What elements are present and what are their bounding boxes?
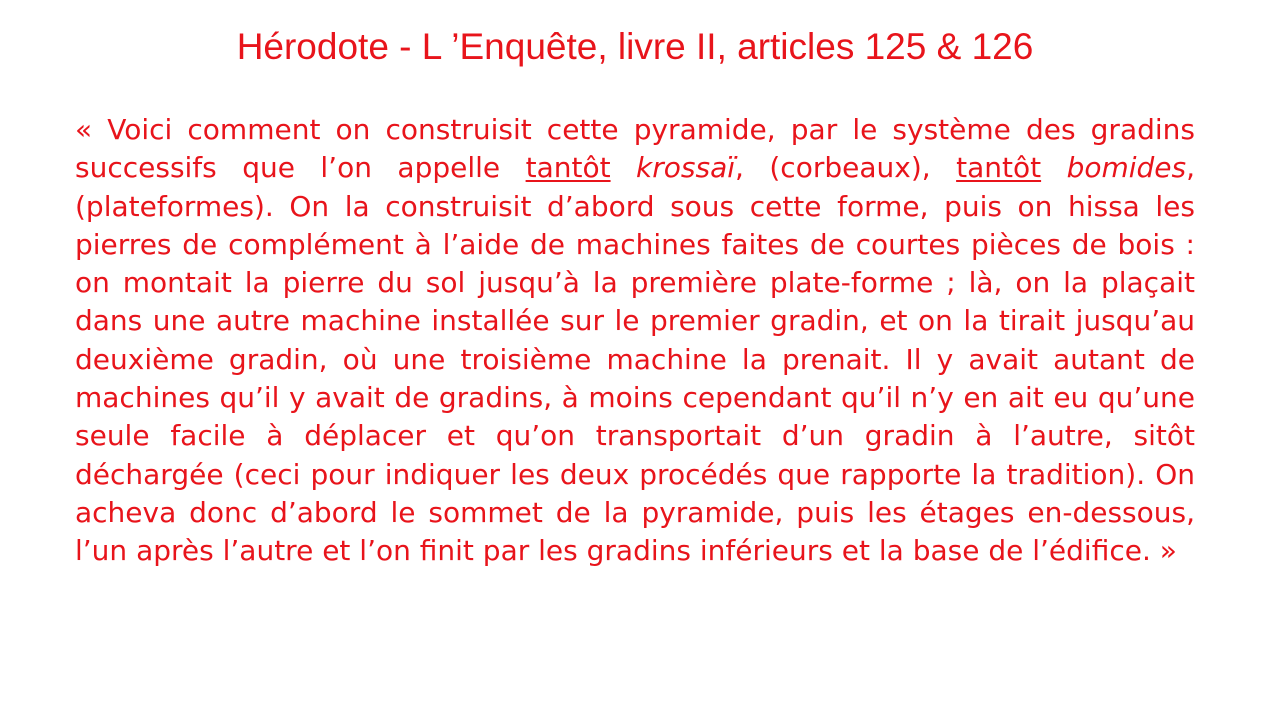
quote-paragraph <box>75 111 1195 571</box>
quote-text-5: , (plateformes). On la construisit d’abord sous cette forme, puis on hissa les pierres de complément à l’aide de machines faites de courtes pièces de bois : on montait la pierre du sol jusqu’à la première plate-forme ; là, on la plaçait dans une autre machine installée sur le premier gradin, et on la tirait jusqu’au deuxième gradin, où une troisième machine la prenait. Il y avait autant de machines qu’il y avait de gradins, à moins cependant qu’il n’y en ait eu qu’une seule facile à déplacer et qu’on transportait d’un gradin à l’autre, sitôt déchargée (ceci pour indiquer les deux procédés que rapporte la tradition). On acheva donc d’abord le sommet de la pyramide, puis les étages en-dessous, l’un après l’autre et l’on finit par les gradins inférieurs et la base de l’édifice. » <box>75 151 1196 568</box>
italic-term-bomides: bomides <box>1066 151 1187 185</box>
quote-text-2 <box>611 151 636 184</box>
slide-title: Hérodote - L ’Enquête, livre II, articles 125 & 126 <box>236 26 1034 67</box>
quote-text-4 <box>1041 151 1066 184</box>
italic-term-krossai: krossaï <box>636 151 736 185</box>
underlined-word-tantot-1: tantôt <box>525 151 611 185</box>
underlined-word-tantot-2: tantôt <box>956 151 1042 185</box>
quote-text-3: , (corbeaux), <box>735 151 957 185</box>
quote-text-1: « Voici comment on construisit cette pyramide, par le système des gradins successifs que l’on appelle <box>75 113 1195 185</box>
